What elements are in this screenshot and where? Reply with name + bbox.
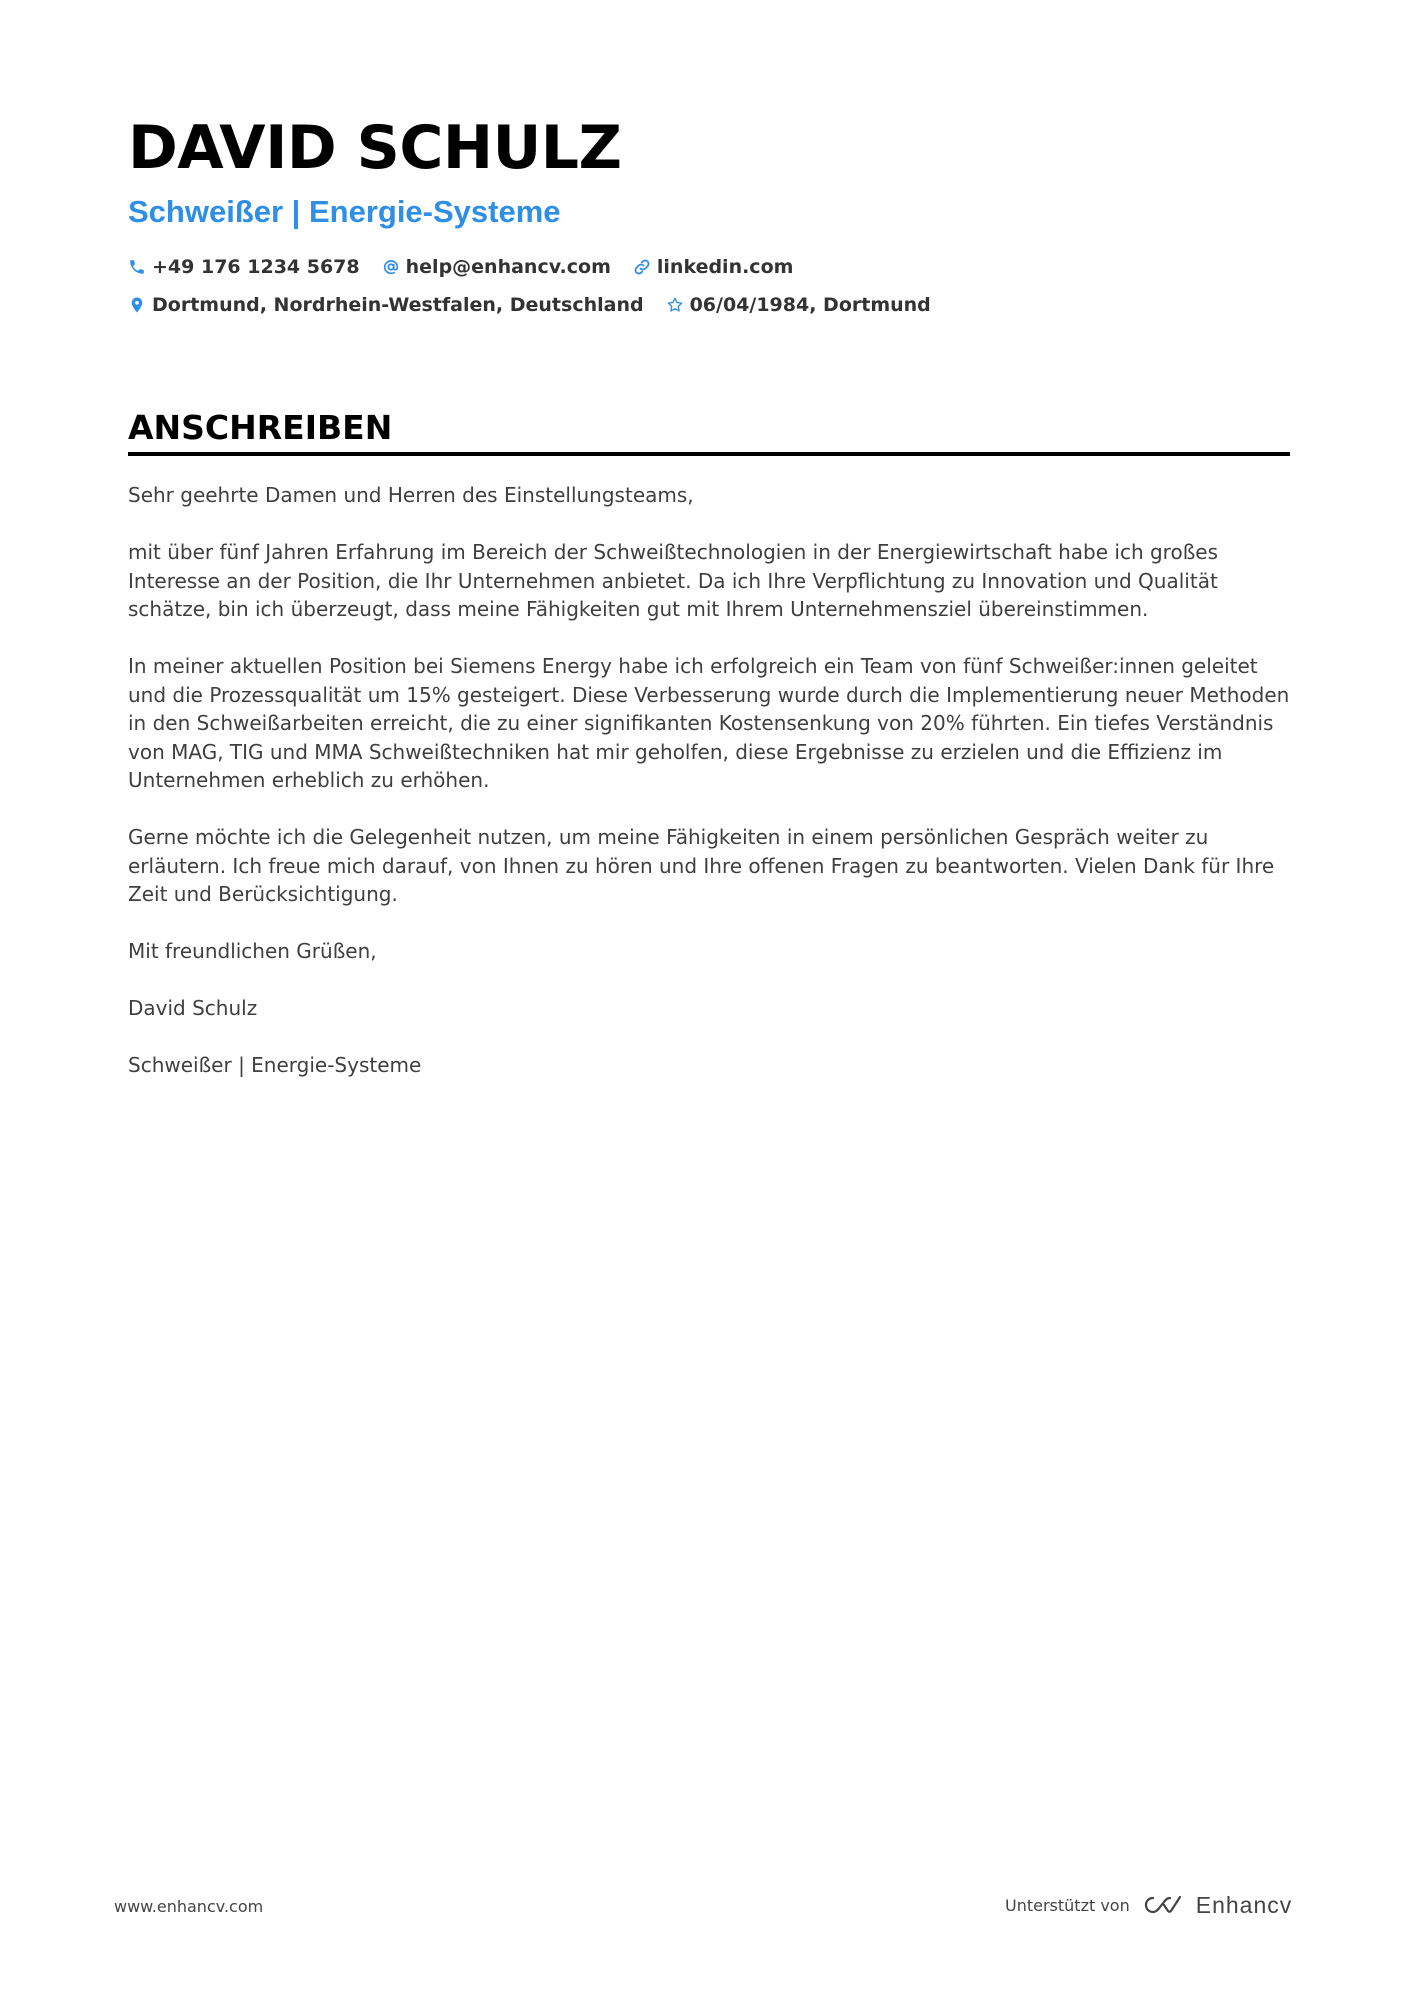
contact-phone bbox=[128, 254, 360, 280]
letter-signature-title: Schweißer | Energie-Systeme bbox=[128, 1053, 422, 1077]
phone-icon bbox=[128, 258, 146, 276]
powered-by-label: Unterstützt von bbox=[1005, 1895, 1130, 1915]
enhancv-logo-icon bbox=[1142, 1892, 1186, 1918]
contact-list bbox=[128, 254, 1278, 318]
contact-email-text: help@enhancv.com bbox=[405, 256, 611, 278]
brand-name: Enhancv bbox=[1195, 1891, 1293, 1918]
letter-paragraph: Gerne möchte ich die Gelegenheit nutzen, um meine Fähigkeiten in einem persönlichen Gespräch weiter zu erläutern. Ich freue mich darauf, von Ihnen zu hören und Ihre offenen Fragen zu beantworten. Vielen Dank für Ihre Zeit und Berücksichtigung. bbox=[128, 825, 1275, 906]
link-icon bbox=[633, 258, 651, 276]
header bbox=[128, 108, 1288, 318]
at-icon bbox=[382, 258, 400, 276]
letter-paragraph: mit über fünf Jahren Erfahrung im Bereich der Schweißtechnologien in der Energiewirtschaft habe ich großes Interesse an der Position, die Ihr Unternehmen anbietet. Da ich Ihre Verpflichtung zu Innovation und Qualität schätze, bin ich überzeugt, dass meine Fähigkeiten gut mit Ihrem Unternehmensziel übereinstimmen. bbox=[128, 540, 1219, 621]
star-icon bbox=[666, 296, 684, 314]
letter-closing: Mit freundlichen Grüßen, bbox=[128, 939, 377, 963]
contact-email[interactable] bbox=[382, 254, 611, 280]
contact-linkedin[interactable] bbox=[633, 254, 794, 280]
section-title: ANSCHREIBEN bbox=[128, 408, 393, 447]
footer-branding[interactable] bbox=[1005, 1890, 1292, 1920]
cover-letter-section bbox=[128, 406, 1290, 1108]
letter-salutation: Sehr geehrte Damen und Herren des Einstellungsteams, bbox=[128, 483, 694, 507]
contact-location bbox=[128, 292, 644, 318]
letter-paragraph: In meiner aktuellen Position bei Siemens Energy habe ich erfolgreich ein Team von fünf Schweißer:innen geleitet und die Prozessqualität um 15% gesteigert. Diese Verbesserung wurde durch die Implementierung neuer Methoden in den Schweißarbeiten erreicht, die zu einer signifikanten Kostensenkung von 20% führten. Ein tiefes Verständnis von MAG, TIG und MMA Schweißtechniken hat mir geholfen, diese Ergebnisse zu erzielen und die Effizienz im Unternehmen erheblich zu erhöhen. bbox=[128, 654, 1290, 792]
contact-location-text: Dortmund, Nordrhein-Westfalen, Deutschland bbox=[152, 294, 644, 316]
contact-phone-text: +49 176 1234 5678 bbox=[152, 256, 360, 278]
contact-linkedin-text: linkedin.com bbox=[656, 256, 794, 278]
letter-body bbox=[128, 481, 1290, 1080]
section-divider bbox=[128, 452, 1290, 456]
applicant-name: DAVID SCHULZ bbox=[128, 113, 622, 183]
footer-website[interactable]: www.enhancv.com bbox=[114, 1897, 264, 1916]
location-pin-icon bbox=[128, 296, 146, 314]
letter-signature-name: David Schulz bbox=[128, 996, 258, 1020]
job-title: Schweißer | Energie-Systeme bbox=[128, 194, 561, 229]
contact-birth-text: 06/04/1984, Dortmund bbox=[689, 294, 931, 316]
contact-birth bbox=[666, 292, 931, 318]
